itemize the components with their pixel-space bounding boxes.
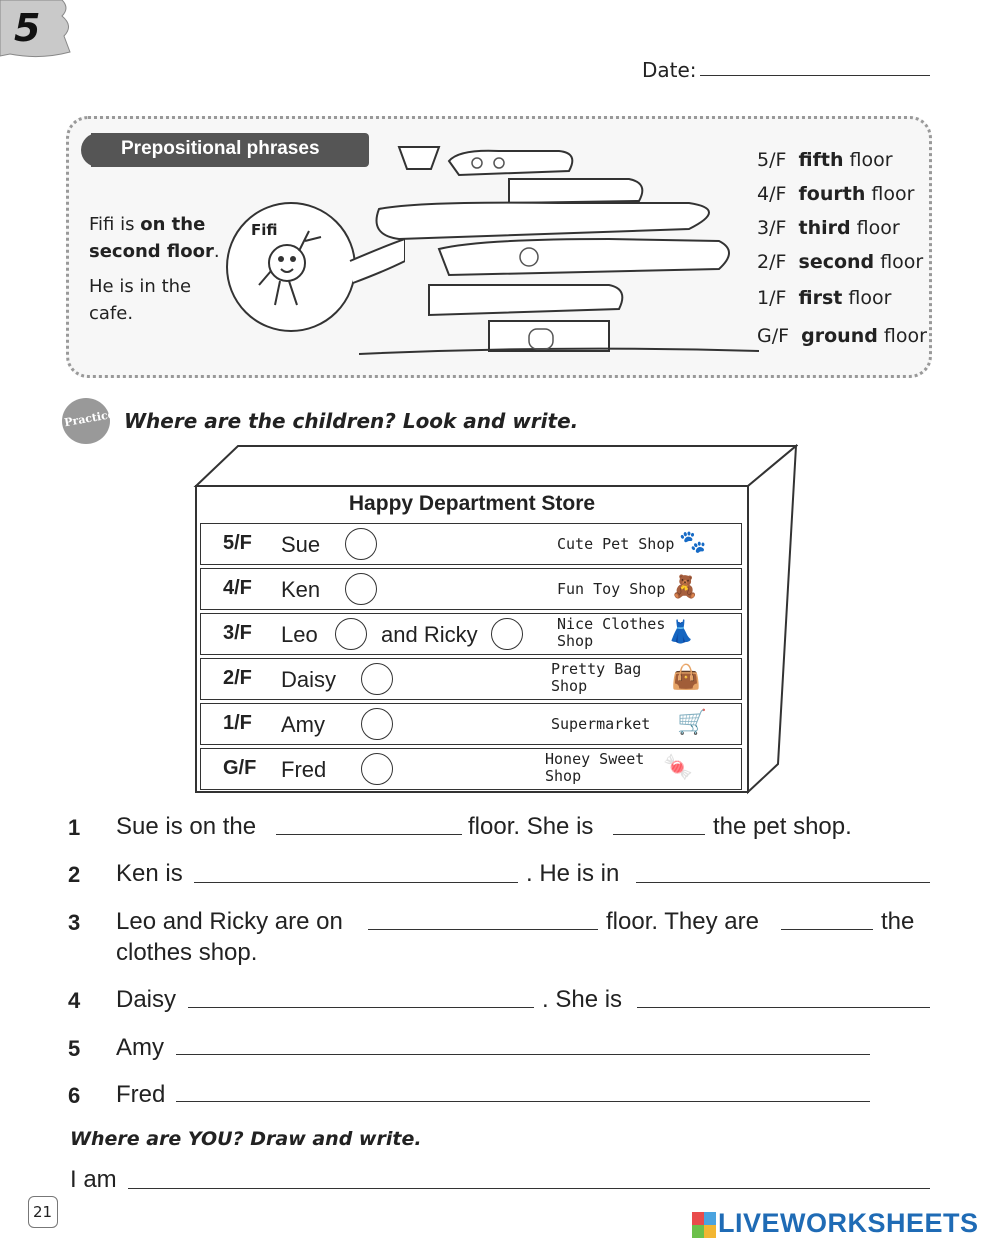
store-row-2f [200, 658, 742, 700]
child-name: Ken [281, 577, 321, 602]
question-number: 1 [68, 815, 81, 840]
question-number: 4 [68, 988, 81, 1013]
question-3-text-a: Leo and Ricky are on [116, 908, 343, 935]
child-name: Leo [281, 622, 318, 647]
department-store [188, 444, 798, 796]
store-row-3f [200, 613, 742, 655]
phrase-example-1 [89, 211, 229, 265]
draw-prompt: I am [70, 1166, 117, 1193]
phrase-example-2: He is in the cafe. [89, 276, 192, 324]
question-6-text-a: Fred [116, 1081, 166, 1108]
legend-row-5f: 5/F fifth floor [757, 149, 893, 171]
question-2-text-a: Ken is [116, 860, 183, 887]
date-label: Date: [642, 58, 697, 82]
practice-badge [62, 398, 116, 444]
child-face-icon [345, 573, 377, 605]
answer-blank-1a[interactable] [276, 834, 462, 835]
store-floor-code: 4/F [223, 577, 252, 599]
question-number: 5 [68, 1036, 81, 1061]
answer-blank-1b[interactable] [613, 834, 705, 835]
practice-instruction: Where are the children? Look and write. [124, 409, 579, 433]
child-face-icon [361, 753, 393, 785]
shop-name: Fun Toy Shop [557, 580, 666, 598]
page-number: 21 [33, 1203, 53, 1221]
question-5-text-a: Amy [116, 1034, 164, 1061]
legend-row-1f: 1/F first floor [757, 287, 892, 309]
answer-blank-6[interactable] [176, 1101, 870, 1102]
answer-blank-4b[interactable] [637, 1007, 930, 1008]
question-1-text-a: Sue is on the [116, 813, 257, 840]
question-4-text-a: Daisy [116, 986, 177, 1013]
store-row-gf [200, 748, 742, 790]
practice-badge-text: Practice [63, 407, 116, 430]
legend-row-4f: 4/F fourth floor [757, 183, 915, 205]
store-floor-code: G/F [223, 757, 257, 779]
answer-blank-2a[interactable] [194, 882, 518, 883]
store-title: Happy Department Store [348, 492, 596, 515]
question-3-text-c: the [881, 908, 915, 935]
question-1-text-c: the pet shop. [713, 813, 852, 840]
answer-blank-draw[interactable] [128, 1188, 930, 1189]
store-floor-code: 3/F [223, 622, 252, 644]
answer-blank-3a[interactable] [368, 929, 598, 930]
fifi-label: Fifi [251, 221, 278, 239]
legend-row-2f: 2/F second floor [757, 251, 924, 273]
question-2-text-b: . He is in [526, 860, 620, 887]
answer-blank-3b[interactable] [781, 929, 873, 930]
answer-blank-2b[interactable] [636, 882, 930, 883]
page-number-tab [28, 1196, 58, 1228]
child-face-icon [361, 663, 393, 695]
child-name-2: and Ricky [381, 622, 478, 647]
question-1-text-b: floor. She is [468, 813, 594, 840]
answer-blank-5[interactable] [176, 1054, 870, 1055]
shop-name: Honey Sweet Shop [545, 750, 645, 785]
cart-icon: 🛒 [677, 708, 707, 736]
question-number: 3 [68, 910, 81, 935]
store-floor-code: 2/F [223, 667, 252, 689]
store-floor-code: 1/F [223, 712, 252, 734]
question-number: 2 [68, 862, 81, 887]
question-4-text-b: . She is [542, 986, 623, 1013]
child-name: Daisy [281, 667, 337, 692]
floor-legend [757, 149, 927, 359]
store-floor-code: 5/F [223, 532, 252, 554]
unit-number: 5 [14, 6, 41, 50]
footer-brand[interactable]: LIVEWORKSHEETS [718, 1208, 979, 1238]
date-line[interactable] [700, 75, 930, 76]
question-number: 6 [68, 1083, 81, 1108]
clothes-icon: 👗 [667, 620, 695, 645]
shop-name: Pretty Bag Shop [551, 660, 642, 695]
question-3-text-d: clothes shop. [116, 939, 258, 966]
phrase-example-1-suffix: . [213, 241, 220, 262]
child-name: Sue [281, 532, 321, 557]
question-3-text-b: floor. They are [606, 908, 759, 935]
answer-blank-4a[interactable] [188, 1007, 534, 1008]
brand-logo-icon [692, 1212, 716, 1238]
shop-name: Cute Pet Shop [557, 535, 675, 553]
candy-icon: 🍬 [663, 753, 693, 781]
shop-name: Nice Clothes Shop [557, 615, 666, 650]
legend-row-gf: G/F ground floor [757, 325, 927, 347]
child-face-icon [345, 528, 377, 560]
phrase-box-title-text: Prepositional phrases [121, 138, 320, 159]
child-face-icon [361, 708, 393, 740]
store-row-5f [200, 523, 742, 565]
toy-icon: 🧸 [671, 575, 699, 600]
pet-icon: 🐾 [679, 530, 707, 555]
phrase-box [66, 116, 932, 378]
building-illustration [359, 139, 759, 359]
child-face-icon [335, 618, 367, 650]
shop-name: Supermarket [551, 715, 651, 733]
store-row-1f [200, 703, 742, 745]
phrase-example-1-prefix: Fifi is [89, 214, 141, 235]
bag-icon: 👜 [671, 663, 701, 691]
draw-instruction: Where are YOU? Draw and write. [70, 1128, 422, 1150]
child-name: Fred [281, 757, 327, 782]
legend-row-3f: 3/F third floor [757, 217, 900, 239]
phrase-box-title [91, 133, 369, 167]
child-name: Amy [281, 712, 325, 737]
store-row-4f [200, 568, 742, 610]
phrase-example-1-bold: on the second floor [89, 214, 214, 262]
child-face-icon [491, 618, 523, 650]
